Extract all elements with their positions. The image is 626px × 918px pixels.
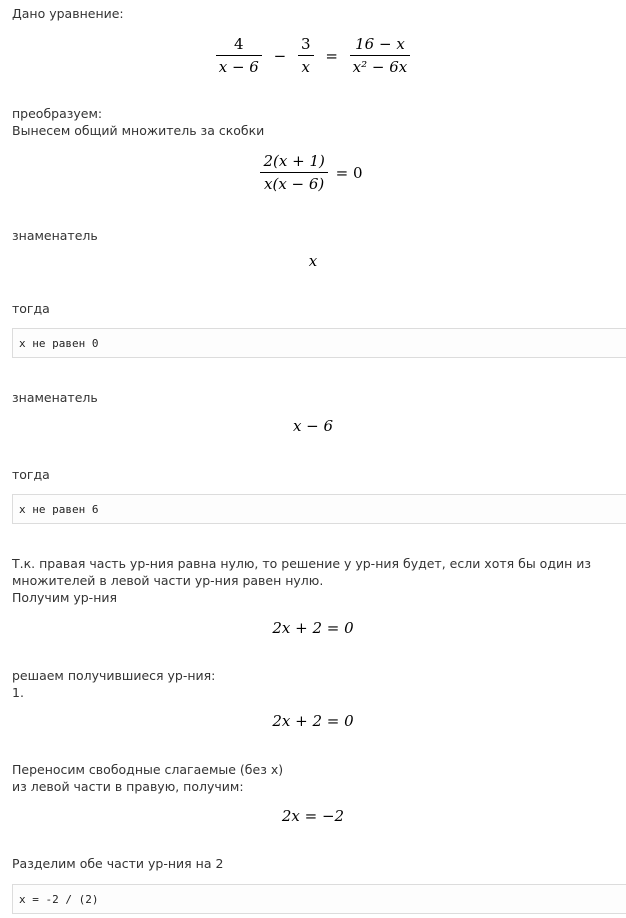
denominator-2: x − 6 [292, 417, 334, 435]
code-text-x-not-0: x не равен 0 [19, 337, 99, 350]
denominator-label-2: знаменатель [12, 390, 98, 405]
equation-step-1: 2x + 2 = 0 [272, 712, 354, 730]
move-terms-line-1: Переносим свободные слагаемые (без x) [12, 762, 284, 777]
transform-label: преобразуем: [12, 106, 103, 121]
code-box-x-not-6 [12, 494, 626, 524]
reason-line-1: Т.к. правая часть ур-ния равна нулю, то решение у ур-ния будет, если хотя бы один из [12, 556, 591, 571]
equation-2x-equals-minus-2: 2x = −2 [281, 807, 345, 825]
fraction-4-over-x-minus-6: $\frac{4}{x - 6}$ [216, 35, 262, 76]
code-box-x-not-0 [12, 328, 626, 358]
then-label-1: тогда [12, 301, 50, 316]
factored-fraction: $\frac{2(x + 1)}{x(x - 6)}$ [260, 152, 327, 193]
code-text-x-result: x = -2 / (2) [19, 893, 99, 906]
denominator-1: x [308, 252, 318, 270]
then-label-2: тогда [12, 467, 50, 482]
step-number-1: 1. [12, 685, 24, 700]
get-equations-label: Получим ур-ния [12, 590, 118, 605]
reason-line-2: множителей в левой части ур-ния равен нулю. [12, 573, 324, 588]
factor-out-label: Вынесем общий множитель за скобки [12, 123, 265, 138]
code-box-x-result [12, 884, 626, 914]
given-equation: $\frac{4}{x - 6}$ − $\frac{3}{x}$ = $\frac{16 - x}{\text{x² − 6x}}$ [0, 35, 626, 76]
fraction-3-over-x: $\frac{3}{x}$ [298, 35, 314, 76]
move-terms-line-2: из левой части в правую, получим: [12, 779, 244, 794]
denominator-label-1: знаменатель [12, 228, 98, 243]
divide-label: Разделим обе части ур-ния на 2 [12, 856, 224, 871]
code-text-x-not-6: x не равен 6 [19, 503, 99, 516]
given-label: Дано уравнение: [12, 6, 124, 21]
solve-equations-label: решаем получившиеся ур-ния: [12, 668, 216, 683]
factored-equation: $\frac{2(x + 1)}{x(x - 6)}$ = 0 [0, 152, 626, 193]
fraction-rhs: $\frac{16 - x}{\text{x² − 6x}}$ [350, 35, 411, 76]
equation-2x-plus-2: 2x + 2 = 0 [272, 619, 354, 637]
